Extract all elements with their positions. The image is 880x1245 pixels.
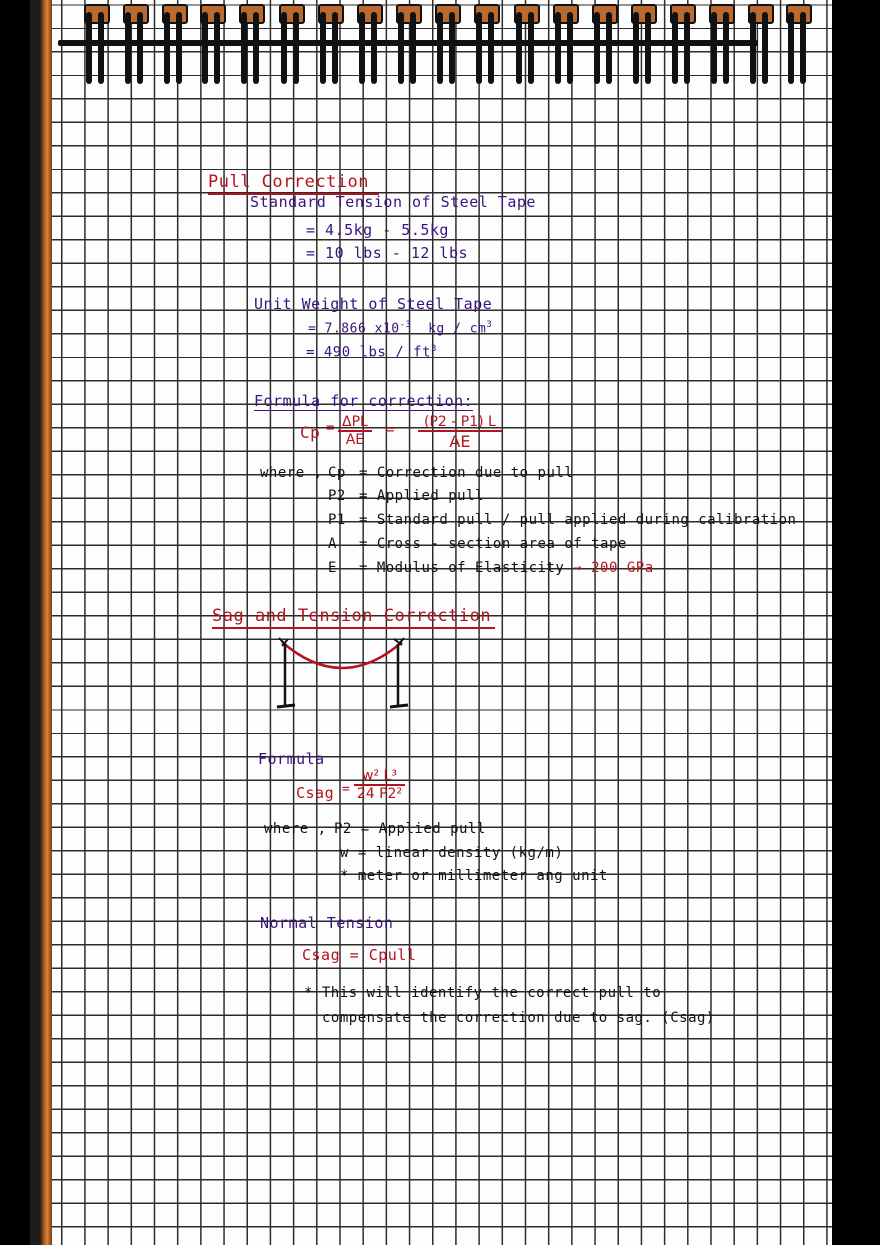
definition-row: Cp = Correction due to pull xyxy=(328,465,574,481)
spiral-ring xyxy=(709,4,733,84)
formula-equals-2: = xyxy=(386,422,395,438)
spiral-ring xyxy=(514,4,538,84)
formula-fraction: $\frac{\text{w² L³}}{\text{24 P2²}}$ xyxy=(354,768,405,802)
note-line-1: * This will identify the correct pull to xyxy=(304,985,662,1001)
support-base-right xyxy=(390,705,408,707)
unit-weight-label: Unit Weight of Steel Tape xyxy=(254,295,493,313)
spiral-ring xyxy=(786,4,810,84)
where-label: where , xyxy=(264,821,327,837)
elasticity-note: → 200 GPa xyxy=(573,560,654,576)
spiral-ring xyxy=(396,4,420,84)
formula-label: Formula for correction: xyxy=(254,392,474,410)
definition-row: P1 = Standard pull / pull applied during calibration xyxy=(328,512,797,528)
anchor-mark-right xyxy=(394,638,404,646)
spiral-ring xyxy=(474,4,498,84)
support-base-left xyxy=(277,705,295,707)
formula-lhs: Csag xyxy=(296,784,335,802)
formula-lhs: Cp xyxy=(300,423,321,442)
formula-label: Formula xyxy=(258,750,325,768)
where-label: where , xyxy=(260,465,323,481)
spiral-ring xyxy=(318,4,342,84)
note-line-2: compensate the correction due to sag. (Csag) xyxy=(322,1010,715,1026)
formula-equals: = xyxy=(342,782,351,797)
spiral-ring xyxy=(162,4,186,84)
spiral-ring xyxy=(631,4,655,84)
definition-row: P2 = Applied pull xyxy=(334,821,486,837)
spiral-ring xyxy=(357,4,381,84)
sag-diagram xyxy=(270,636,420,716)
spiral-ring xyxy=(84,4,108,84)
standard-tension-label: Standard Tension of Steel Tape xyxy=(250,193,536,211)
section-title: Sag and Tension Correction xyxy=(212,606,495,629)
section-title: Normal Tension xyxy=(260,914,394,932)
spiral-ring xyxy=(670,4,694,84)
tape-sag-curve xyxy=(282,642,402,668)
formula-fraction-1: ΔPL AE xyxy=(338,414,372,448)
spiral-ring xyxy=(553,4,577,84)
definition-row: P2 = Applied pull xyxy=(328,488,484,504)
normal-tension-formula: Csag = Cpull xyxy=(302,946,417,964)
definition-row: w = linear density (kg/m) xyxy=(340,845,564,861)
spiral-ring xyxy=(279,4,303,84)
unit-note: * meter or millimeter ang unit xyxy=(340,868,608,884)
spiral-ring xyxy=(592,4,616,84)
formula-fraction-2: $\frac{(P2 - P1) L}{AE}$ xyxy=(418,414,502,451)
formula-equals: = xyxy=(326,420,335,436)
spiral-ring xyxy=(200,4,224,84)
definition-row: A = Cross - section area of tape xyxy=(328,536,627,552)
notebook-cover-edge xyxy=(40,0,52,1245)
spiral-ring xyxy=(239,4,263,84)
section-title: Pull Correction xyxy=(208,172,379,195)
spiral-ring xyxy=(435,4,459,84)
standard-tension-lbs: = 10 lbs - 12 lbs xyxy=(306,244,469,262)
definition-row: E = Modulus of Elasticity → 200 GPa xyxy=(328,560,654,576)
standard-tension-kg: = 4.5kg - 5.5kg xyxy=(306,221,449,239)
spiral-ring xyxy=(123,4,147,84)
spiral-ring xyxy=(748,4,772,84)
unit-weight-imperial: = 490 lbs / $ft^3$ xyxy=(306,344,437,361)
unit-weight-metric: = 7.866 $x10^{-3}$ kg / $cm^3$ xyxy=(308,320,493,337)
